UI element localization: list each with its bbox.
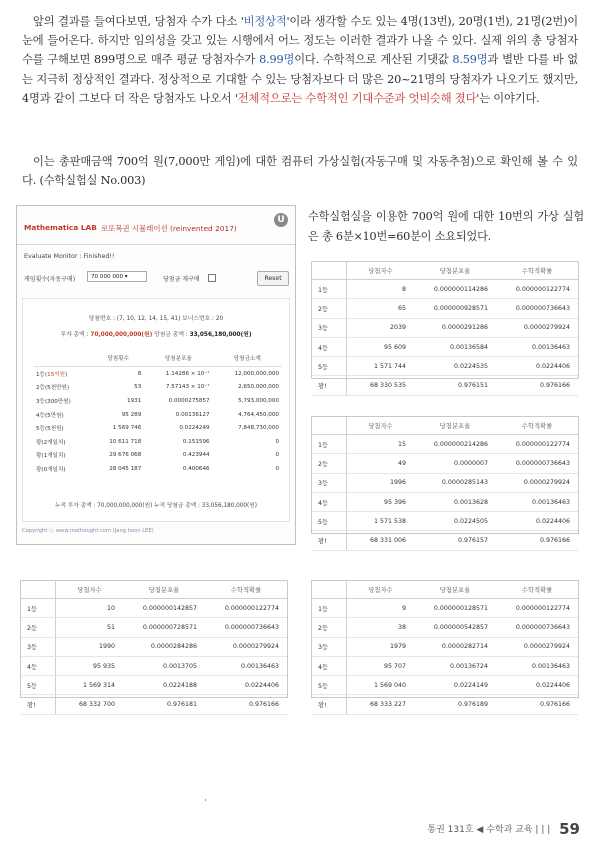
arrow-icon: ◀ [476, 825, 484, 835]
column-header: 당첨횟수 [92, 349, 144, 367]
result-table-4 [311, 580, 579, 710]
rank-label: 꽝! [312, 531, 347, 550]
highlight-conclusion: 전체적으로는 수학적인 기대수준과 엇비슷해 졌다 [237, 91, 477, 105]
simulation-output [22, 298, 290, 522]
prize-subtotal: 0 [275, 452, 279, 459]
winning-distribution: 0.976151 [414, 376, 496, 395]
games-count-label: 게임횟수(자동구매) [24, 276, 76, 283]
result-row [312, 492, 578, 511]
winner-count: 68 333 227 [347, 695, 415, 714]
rank-label: 5등 [21, 676, 56, 695]
issue-number: 통권 131호 [427, 825, 474, 835]
highlight-abnormal: 비정상적 [243, 15, 287, 28]
games-count-select[interactable]: 70 000 000 ▾ [87, 271, 147, 282]
redraw-label: 당첨금 재구매 [163, 276, 200, 283]
winner-count: 15 [347, 435, 415, 454]
column-header: 수학적확률 [205, 581, 287, 599]
winning-distribution: 0.0000007 [414, 454, 496, 473]
win-count: 29 676 068 [109, 452, 142, 459]
rank-label: 꽝(0개일치) [36, 466, 66, 473]
evaluate-monitor: Evaluate Monitor : Finished!! [24, 253, 115, 260]
rank-label: 꽝(1개일치) [36, 453, 66, 460]
winner-count: 8 [347, 280, 415, 299]
result-row [312, 337, 578, 356]
distribution: 1.14286 × 10⁻⁷ [165, 370, 210, 377]
result-row [312, 599, 578, 618]
result-row [312, 280, 578, 299]
mathematical-probability: 0.00136463 [496, 492, 578, 511]
rank-label: 1등 [312, 280, 347, 299]
win-count: 1931 [127, 397, 142, 404]
column-header [34, 349, 92, 367]
total-invest-value: 70,000,000,000(원) [90, 332, 153, 338]
column-header: 수학적확률 [496, 417, 578, 435]
rank-label: 3등(300만원) [36, 398, 71, 405]
mathematical-probability: 0.976166 [496, 695, 578, 714]
lab-title: Mathematica LAB [24, 223, 97, 232]
win-count: 95 289 [121, 411, 142, 418]
result-table-grid [312, 417, 578, 551]
column-header: 당첨분포율 [414, 417, 496, 435]
winning-distribution: 0.0000282714 [414, 637, 496, 656]
prize-subtotal: 0 [275, 465, 279, 472]
result-table-3 [20, 580, 288, 710]
winning-distribution: 0.000000728571 [123, 618, 205, 637]
result-table-1 [311, 261, 579, 391]
winning-distribution: 0.000000542857 [414, 618, 496, 637]
simulation-row [34, 367, 282, 381]
simulation-row [34, 449, 282, 463]
result-row [312, 618, 578, 637]
simulation-table [34, 349, 282, 476]
win-count: 28 045 187 [109, 465, 142, 472]
winning-distribution: 0.0224505 [414, 512, 496, 531]
result-header-row [312, 262, 578, 280]
result-row [21, 599, 287, 618]
prize-subtotal: 12,000,000,000 [234, 370, 279, 377]
column-header: 당첨금소계 [213, 349, 282, 367]
redraw-checkbox[interactable] [208, 274, 216, 282]
result-table-2 [311, 416, 579, 546]
page-number: 59 [559, 820, 580, 838]
magazine-name: 수학과 교육 [486, 825, 533, 835]
result-row [312, 512, 578, 531]
column-header: 당첨자수 [347, 581, 415, 599]
result-row [312, 695, 578, 714]
result-table-grid [21, 581, 287, 715]
winning-distribution: 0.0224188 [123, 676, 205, 695]
rank-label: 4등 [312, 492, 347, 511]
rank-label: 3등 [312, 473, 347, 492]
winner-count: 1 571 538 [347, 512, 415, 531]
win-count: 1 569 746 [112, 425, 142, 432]
column-header [312, 417, 347, 435]
rank-label: 2등 [312, 618, 347, 637]
winner-count: 65 [347, 299, 415, 318]
win-count: 53 [134, 384, 142, 391]
distribution: 7.57143 × 10⁻⁷ [165, 384, 210, 391]
winner-count: 95 707 [347, 656, 415, 675]
distribution: 0.400646 [182, 465, 210, 472]
mathematical-probability: 0.00136463 [205, 656, 287, 675]
mathematical-probability: 0.000000122774 [205, 599, 287, 618]
rank-label: 3등 [312, 637, 347, 656]
winner-count: 1996 [347, 473, 415, 492]
column-header: 당첨자수 [347, 417, 415, 435]
panel-header [17, 206, 295, 245]
prize-subtotal: 2,650,000,000 [238, 384, 279, 391]
mathematical-probability: 0.0224406 [205, 676, 287, 695]
rank-label: 4등 [312, 337, 347, 356]
mathematical-probability: 0.0224406 [496, 357, 578, 376]
mathematical-probability: 0.0000279924 [496, 318, 578, 337]
simulation-row [34, 381, 282, 395]
prize-subtotal: 0 [275, 438, 279, 445]
total-prize-value: 33,056,180,000(원) [189, 332, 252, 338]
winner-count: 68 332 700 [56, 695, 124, 714]
simulation-row [34, 435, 282, 449]
rank-label: 4등(5만원) [36, 412, 64, 419]
winner-count: 2039 [347, 318, 415, 337]
mathematical-probability: 0.00136463 [496, 656, 578, 675]
rank-label: 꽝! [312, 376, 347, 395]
mathematical-probability: 0.000000122774 [496, 435, 578, 454]
copyright: Copyright ⓒ www.mathought.com (Jang hoon LEE) [22, 528, 154, 534]
winner-count: 9 [347, 599, 415, 618]
winning-distribution: 0.000000114286 [414, 280, 496, 299]
result-row [21, 695, 287, 714]
result-row [312, 676, 578, 695]
rank-label: 5등 [312, 357, 347, 376]
winning-distribution: 0.0224535 [414, 357, 496, 376]
prize-subtotal: 5,793,000,000 [238, 397, 279, 404]
rank-label: 5등(5천원) [36, 426, 64, 433]
totals-line: 투자 총액 : 70,000,000,000(원) 당첨금 총액 : 33,056,180,000(원) [60, 332, 252, 338]
distribution: 0.423944 [182, 452, 210, 459]
result-header-row [312, 581, 578, 599]
mathematical-probability: 0.000000122774 [496, 599, 578, 618]
mathematical-probability: 0.000000736643 [205, 618, 287, 637]
winner-count: 68 330 535 [347, 376, 415, 395]
mathematical-probability: 0.0000279924 [496, 637, 578, 656]
body-paragraph-1: 앞의 결과를 들여다보면, 당첨자 수가 다소 '비정상적'이라 생각할 수도 있는 4명(13번), 20명(1번), 21명(2번)이 눈에 들어온다. 하지만 임의성을 갖고 있는 시행에서 어느 정도는 이러한 결과가 나올 수 있다. 실제 위의 총 당첨자수를 구해보면 899명으로 매주 평균 당첨자수가 8.99명이다. 수학적으로 계산된 기댓값 8.59명과 별반 다를 바 없는 지극히 정상적인 결과다. 정상적으로 기대할 수 있는 당첨자보다 더 많은 20~21명의 당첨자가 나오기도 했지만, 4명과 같이 그보다 더 작은 당첨자도 나오서 '전체적으로는 수학적인 기대수준과 엇비슷해 졌다'는 이야기다. [22, 15, 579, 105]
result-header-row [21, 581, 287, 599]
result-row [312, 473, 578, 492]
win-count: 8 [137, 370, 142, 377]
winner-count: 1 571 744 [347, 357, 415, 376]
mathematical-probability: 0.0000279924 [205, 637, 287, 656]
result-row [312, 656, 578, 675]
winning-distribution: 0.0224149 [414, 676, 496, 695]
rank-label: 2등 [312, 454, 347, 473]
mathematical-probability: 0.00136463 [496, 337, 578, 356]
u-logo-icon: U [274, 213, 288, 227]
rank-label: 3등 [21, 637, 56, 656]
body-paragraph-2: 이는 총판매금액 700억 원(7,000만 게임)에 대한 컴퓨터 가상실험(자동구매 및 자동추첨)으로 확인해 볼 수 있다. (수학실험실 No.003) [22, 155, 578, 188]
winner-count: 68 331 006 [347, 531, 415, 550]
distribution: 0.0224249 [179, 425, 210, 432]
rank-label: 1등(15억원) [36, 371, 68, 378]
rank-label: 2등 [21, 618, 56, 637]
stray-mark [205, 799, 206, 801]
mathematical-probability: 0.000000736643 [496, 618, 578, 637]
column-header: 수학적확률 [496, 262, 578, 280]
highlight-expected-value: 8.59명 [452, 53, 488, 67]
rank-label: 2등 [312, 299, 347, 318]
mathematical-probability: 0.000000736643 [496, 299, 578, 318]
winning-distribution: 0.000000214286 [414, 435, 496, 454]
prize-subtotal: 4,764,450,000 [238, 411, 279, 418]
result-row [21, 656, 287, 675]
mathematical-probability: 0.976166 [205, 695, 287, 714]
simulation-title: 로또복권 시뮬레이션 (reinvented 2017) [101, 224, 237, 233]
result-row [312, 299, 578, 318]
result-row [312, 357, 578, 376]
winning-distribution: 0.00136724 [414, 656, 496, 675]
winner-count: 1990 [56, 637, 124, 656]
mathematical-probability: 0.0000279924 [496, 473, 578, 492]
result-row [312, 376, 578, 395]
winning-distribution: 0.00136584 [414, 337, 496, 356]
distribution: 0.0000275857 [168, 397, 210, 404]
winning-distribution: 0.976181 [123, 695, 205, 714]
result-header-row [312, 417, 578, 435]
rank-label: 1등 [312, 435, 347, 454]
winner-count: 10 [56, 599, 124, 618]
distribution: 0.00136127 [175, 411, 210, 418]
winner-count: 1979 [347, 637, 415, 656]
winning-distribution: 0.000000928571 [414, 299, 496, 318]
column-header: 당첨자수 [347, 262, 415, 280]
winner-count: 49 [347, 454, 415, 473]
rank-label: 꽝(2개일치) [36, 439, 66, 446]
winning-distribution: 0.0013705 [123, 656, 205, 675]
mathematical-probability: 0.0224406 [496, 676, 578, 695]
winner-count: 95 609 [347, 337, 415, 356]
column-header: 당첨분포율 [123, 581, 205, 599]
rank-label: 4등 [312, 656, 347, 675]
winning-distribution: 0.0000291286 [414, 318, 496, 337]
winner-count: 51 [56, 618, 124, 637]
winner-count: 1 569 314 [56, 676, 124, 695]
simulation-header-row [34, 349, 282, 367]
mathematical-probability: 0.976166 [496, 376, 578, 395]
winning-distribution: 0.000000128571 [414, 599, 496, 618]
winning-distribution: 0.0000284286 [123, 637, 205, 656]
simulation-row [34, 421, 282, 435]
column-header: 당첨분포율 [414, 581, 496, 599]
rank-label: 2등(5천만원) [36, 385, 70, 392]
mathematical-probability: 0.976166 [496, 531, 578, 550]
winning-distribution: 0.0000285143 [414, 473, 496, 492]
simulation-row [34, 394, 282, 408]
rank-label: 1등 [21, 599, 56, 618]
result-row [312, 454, 578, 473]
result-row [312, 318, 578, 337]
winning-distribution: 0.000000142857 [123, 599, 205, 618]
rank-label: 3등 [312, 318, 347, 337]
rank-label: 4등 [21, 656, 56, 675]
column-header: 당첨자수 [56, 581, 124, 599]
distribution: 0.151596 [182, 438, 210, 445]
column-header: 당첨분포율 [144, 349, 212, 367]
prize-subtotal: 7,848,730,000 [238, 425, 279, 432]
result-row [21, 676, 287, 695]
winner-count: 38 [347, 618, 415, 637]
winner-count: 95 935 [56, 656, 124, 675]
result-row [312, 435, 578, 454]
page-footer [427, 820, 580, 838]
result-table-grid [312, 262, 578, 396]
result-row [21, 637, 287, 656]
winner-count: 1 569 040 [347, 676, 415, 695]
column-header: 당첨분포율 [414, 262, 496, 280]
result-row [21, 618, 287, 637]
column-header [312, 581, 347, 599]
mathematical-probability: 0.000000736643 [496, 454, 578, 473]
mathematical-probability: 0.000000122774 [496, 280, 578, 299]
column-header: 수학적확률 [496, 581, 578, 599]
experiment-note: 수학실험실을 이용한 700억 원에 대한 10번의 가상 실험은 총 6분×10번=60분이 소요되었다. [308, 210, 584, 243]
winning-distribution: 0.976157 [414, 531, 496, 550]
winning-distribution: 0.976189 [414, 695, 496, 714]
column-header [21, 581, 56, 599]
separator-bars: | | | [535, 825, 551, 835]
rank-label: 꽝! [312, 695, 347, 714]
cumulative-totals: 누적 투자 총액 : 70,000,000,000(원) 누적 당첨금 총액 : 33,056,180,000(원) [55, 503, 257, 509]
winning-distribution: 0.0013628 [414, 492, 496, 511]
reset-button[interactable]: Reset [257, 271, 289, 286]
result-row [312, 637, 578, 656]
result-row [312, 531, 578, 550]
winner-count: 95 396 [347, 492, 415, 511]
column-header [312, 262, 347, 280]
mathematica-lab-panel [16, 205, 296, 545]
simulation-row [34, 462, 282, 476]
simulation-row [34, 408, 282, 422]
rank-label: 1등 [312, 599, 347, 618]
mathematical-probability: 0.0224406 [496, 512, 578, 531]
rank-label: 꽝! [21, 695, 56, 714]
highlight-average-winners: 8.99명 [259, 53, 295, 67]
win-count: 10 611 718 [109, 438, 142, 445]
rank-label: 5등 [312, 512, 347, 531]
rank-label: 5등 [312, 676, 347, 695]
result-table-grid [312, 581, 578, 715]
winning-numbers: 당첨번호 : (7, 10, 12, 14, 15, 41) 보너스번호 : 20 [88, 316, 224, 322]
